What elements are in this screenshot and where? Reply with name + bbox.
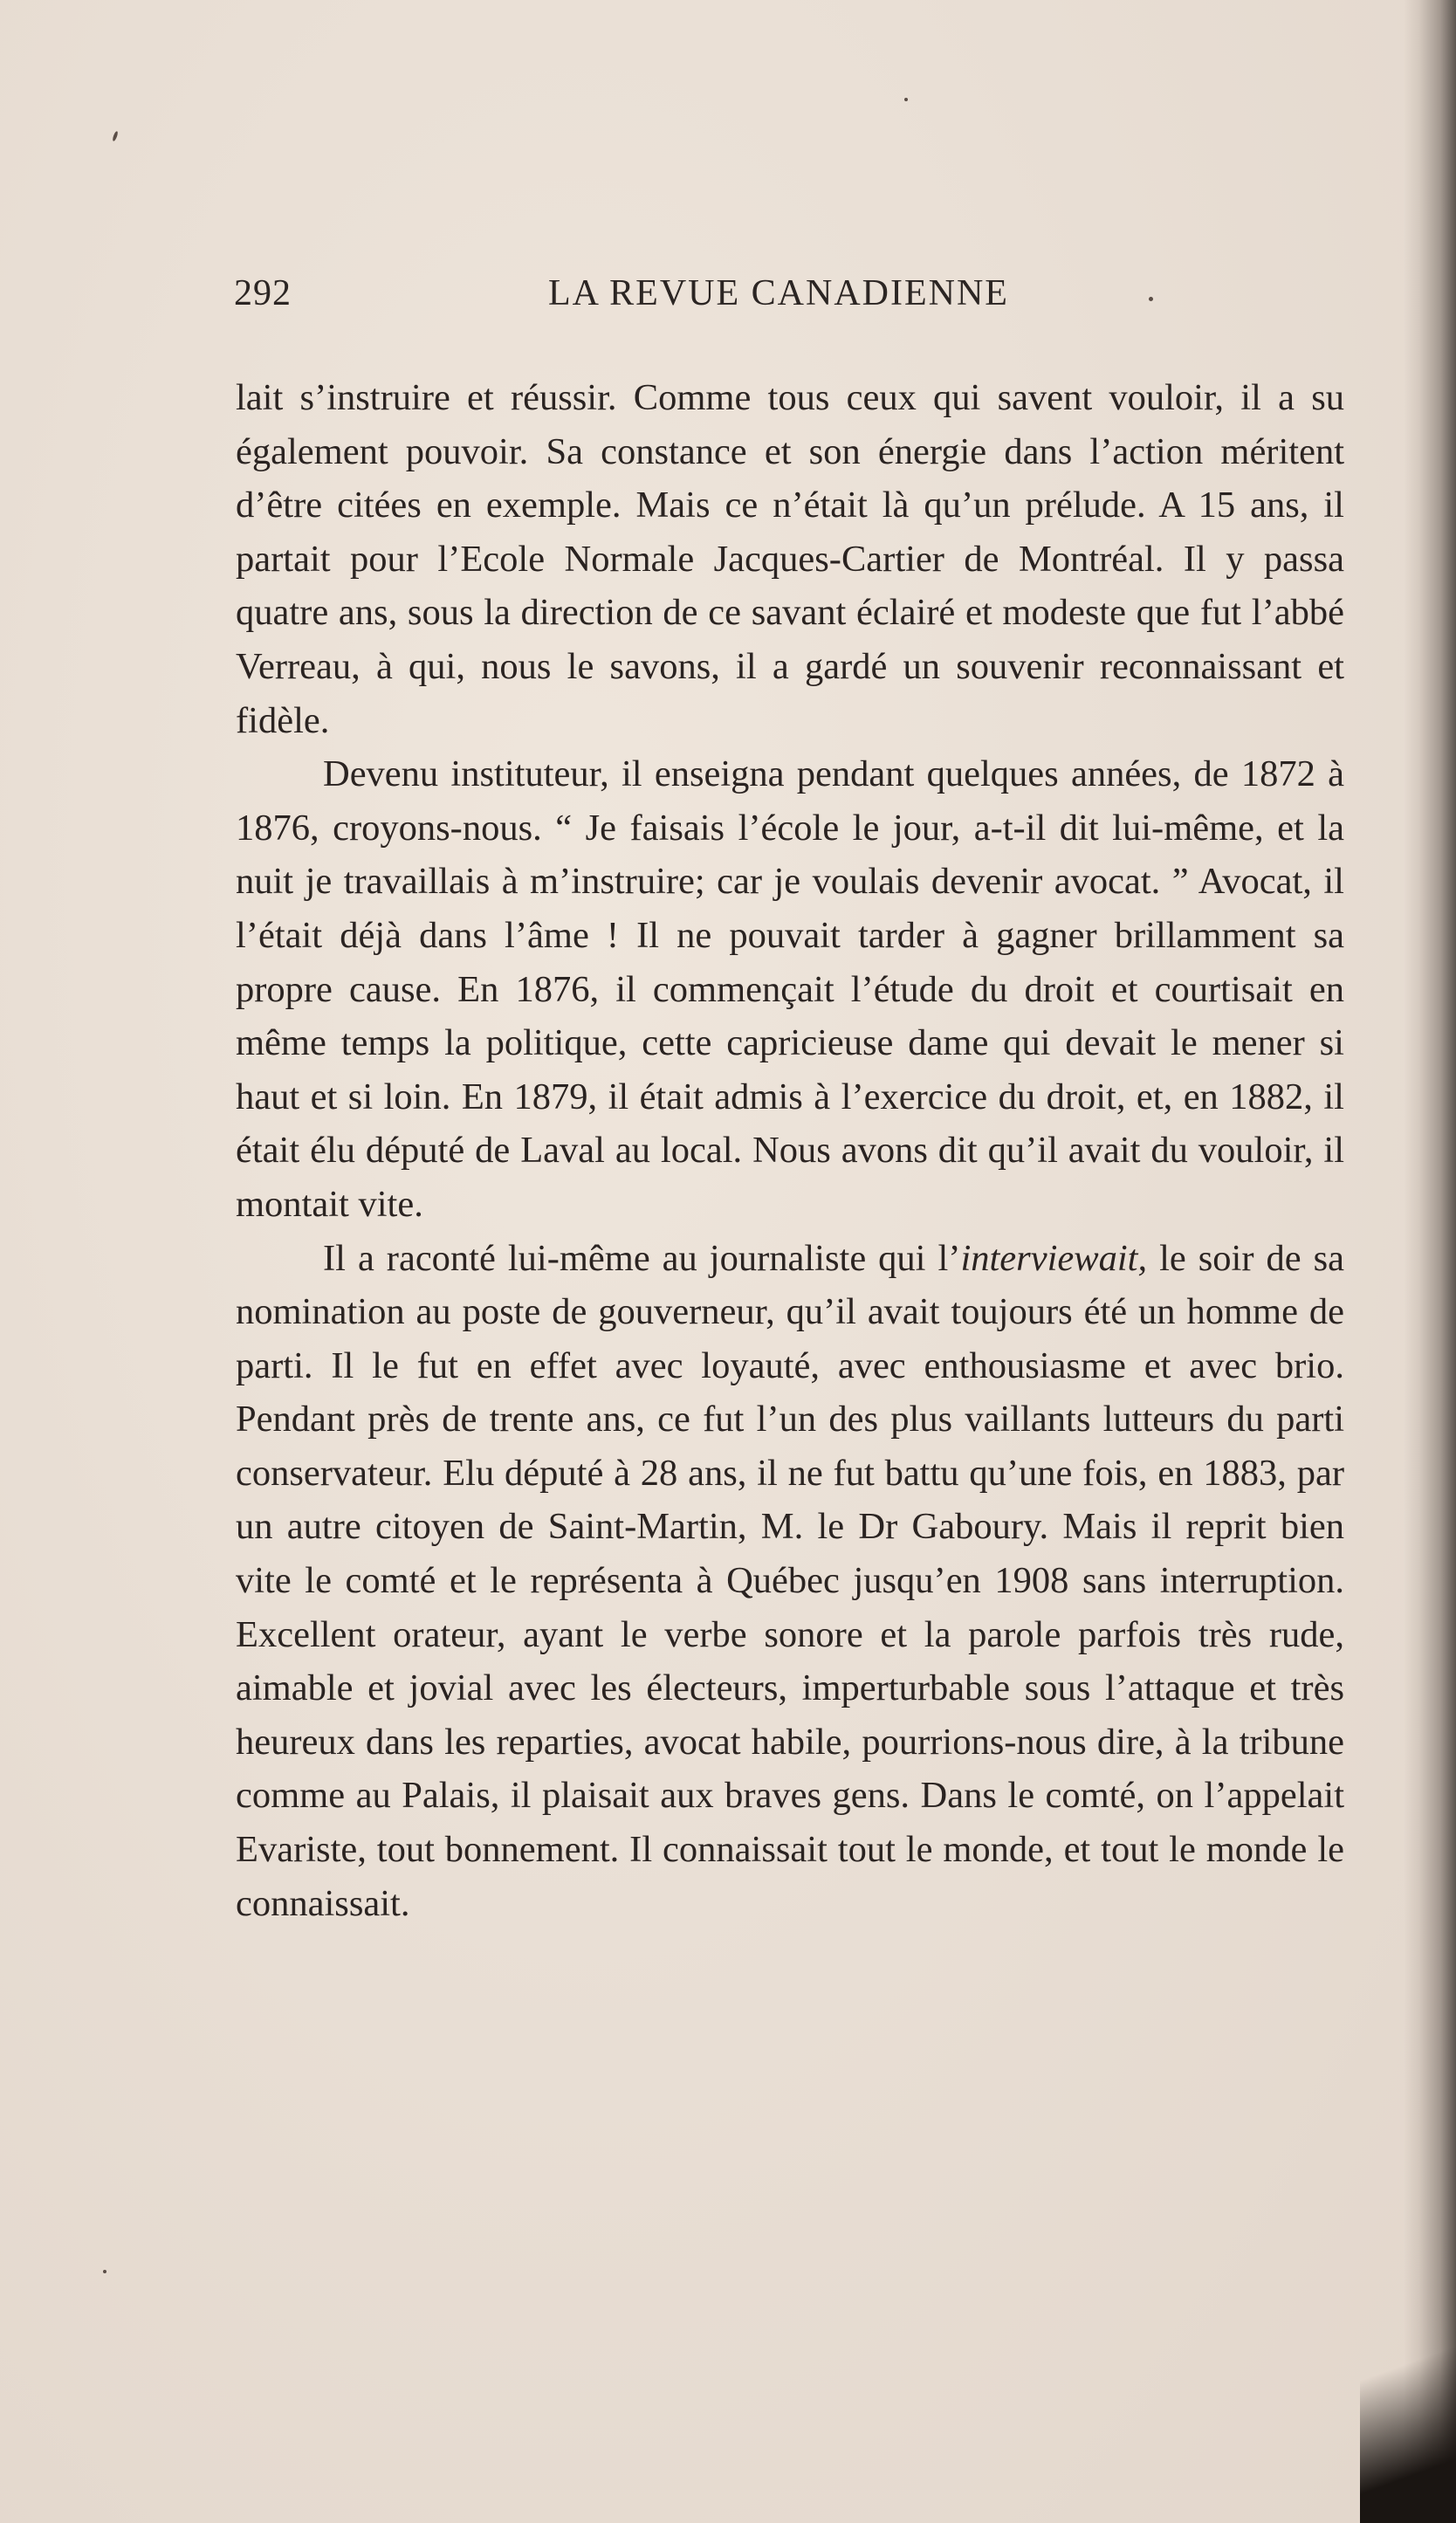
paper-speck: [112, 131, 119, 142]
book-gutter-shadow: [1404, 0, 1456, 2523]
paragraph: Devenu instituteur, il enseigna pendant quelques années, de 1872 à 1876, croyons-nous. “ Je faisais l’école le jour, a-t-il dit lui-même, et la nuit je travaillais à m’instruire; car je voulais devenir avocat. ” Avocat, il l’était déjà dans l’âme ! Il ne pouvait tarder à gagner brillamment sa propre cause. En 1876, il commençait l’étude du droit et courtisait en même temps la politique, cette capricieuse dame qui devait le mener si haut et si loin. En 1879, il était admis à l’exercice du droit, et, en 1882, il était élu député de Laval au local. Nous avons dit qu’il avait du vouloir, il montait vite.: [236, 753, 1344, 1225]
paragraph-text: le soir de sa nomination au poste de gouverneur, qu’il avait toujours été un homme de parti. Il le fut en effet avec loyauté, avec enthousiasme et avec brio. Pendant près de trente ans, ce fut l’un des plus vaillants lutteurs du parti conservateur. Elu député à 28 ans, il ne fut battu qu’une fois, en 1883, par un autre citoyen de Saint-Martin, M. le Dr Gaboury. Mais il reprit bien vite le comté et le représenta à Québec jusqu’en 1908 sans interruption. Excellent orateur, ayant le verbe sonore et la parole parfois très rude, aimable et jovial avec les électeurs, imperturbable sous l’attaque et très heureux dans les reparties, avocat habile, pourrions-nous dire, à la tribune comme au Palais, il plaisait aux braves gens. Dans le comté, on l’appelait Evariste, tout bonnement. Il connaissait tout le monde, et tout le monde le connaissait.: [236, 1237, 1344, 1924]
body-text: [236, 371, 1344, 1930]
running-header: [234, 272, 1150, 316]
book-corner-shadow: [1360, 2305, 1456, 2523]
paper-speck: [103, 2270, 106, 2273]
running-title: LA REVUE CANADIENNE: [548, 273, 1009, 313]
page-number: 292: [234, 273, 292, 313]
paragraph: lait s’instruire et réussir. Comme tous ceux qui savent vouloir, il a su également pouvoir. Sa constance et son énergie dans l’action méritent d’être citées en exemple. Mais ce n’était là qu’un prélude. A 15 ans, il partait pour l’Ecole Normale Jacques-Cartier de Montréal. Il y passa quatre ans, sous la direction de ce savant éclairé et modeste que fut l’abbé Verreau, à qui, nous le savons, il a gardé un souvenir reconnaissant et fidèle.: [236, 377, 1344, 741]
paragraph-text: Il a raconté lui-même au journaliste qui l’: [323, 1237, 961, 1279]
paragraph: [236, 1232, 1344, 1931]
italic-word: interviewait,: [960, 1237, 1148, 1279]
paper-speck: [904, 98, 908, 101]
